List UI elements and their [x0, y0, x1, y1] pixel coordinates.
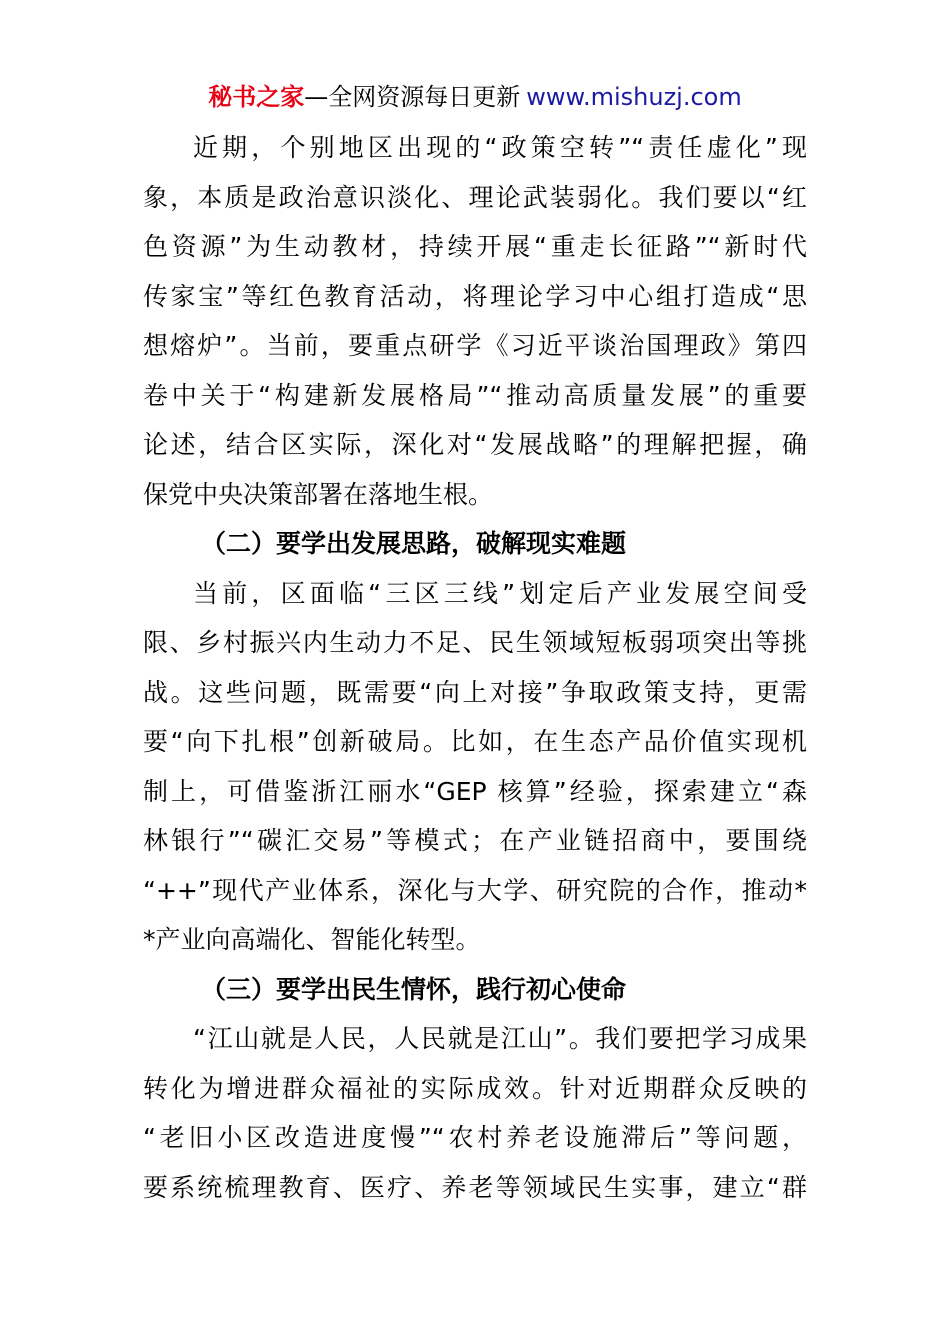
paragraph-2-line: *产业向高端化、智能化转型。	[143, 925, 481, 954]
section-heading-3: （三）要学出民生情怀，践行初心使命	[201, 974, 627, 1004]
paragraph-2-line: 限、乡村振兴内生动力不足、民生领域短板弱项突出等挑	[143, 628, 807, 657]
paragraph-3-line: 要系统梳理教育、医疗、养老等领域民生实事，建立“群	[143, 1172, 807, 1202]
website-link[interactable]: www.mishuzj.com	[526, 83, 742, 111]
paragraph-1-line: 色资源”为生动教材，持续开展“重走长征路”“新时代	[143, 232, 807, 261]
paragraph-1-line: 保党中央决策部署在落地生根。	[143, 479, 494, 509]
paragraph-3-line: “老旧小区改造进度慢”“农村养老设施滞后”等问题，	[143, 1123, 807, 1152]
brand-name: 秘书之家	[208, 83, 305, 111]
paragraph-1-line: 象，本质是政治意识淡化、理论武装弱化。我们要以“红	[143, 182, 807, 212]
paragraph-2-line: 林银行”“碳汇交易”等模式；在产业链招商中，要围绕	[143, 826, 807, 855]
paragraph-2-line: 要“向下扎根”创新破局。比如，在生态产品价值实现机	[143, 727, 807, 756]
paragraph-1-line: 卷中关于“构建新发展格局”“推动高质量发展”的重要	[143, 380, 807, 410]
paragraph-2-line: 战。这些问题，既需要“向上对接”争取政策支持，更需	[143, 677, 807, 707]
page-header	[0, 80, 950, 114]
paragraph-1-line: 论述，结合区实际，深化对“发展战略”的理解把握，确	[143, 430, 807, 459]
section-heading-2: （二）要学出发展思路，破解现实难题	[201, 529, 627, 558]
paragraph-3-line: 转化为增进群众福祉的实际成效。针对近期群众反映的	[143, 1073, 807, 1103]
paragraph-2-line: 当前，区面临“三区三线”划定后产业发展空间受	[193, 578, 807, 608]
paragraph-2-line: “++”现代产业体系，深化与大学、研究院的合作，推动*	[143, 875, 807, 905]
header-tagline: —全网资源每日更新	[304, 83, 521, 111]
paragraph-1-line: 传家宝”等红色教育活动，将理论学习中心组打造成“思	[143, 281, 807, 311]
document-body	[143, 123, 807, 1212]
paragraph-2-line: 制上，可借鉴浙江丽水“GEP 核算”经验，探索建立“森	[143, 776, 807, 806]
paragraph-1-line: 近期，个别地区出现的“政策空转”“责任虚化”现	[193, 133, 807, 162]
paragraph-3-line: “江山就是人民，人民就是江山”。我们要把学习成果	[193, 1024, 807, 1053]
paragraph-1-line: 想熔炉”。当前，要重点研学《习近平谈治国理政》第四	[143, 331, 807, 360]
